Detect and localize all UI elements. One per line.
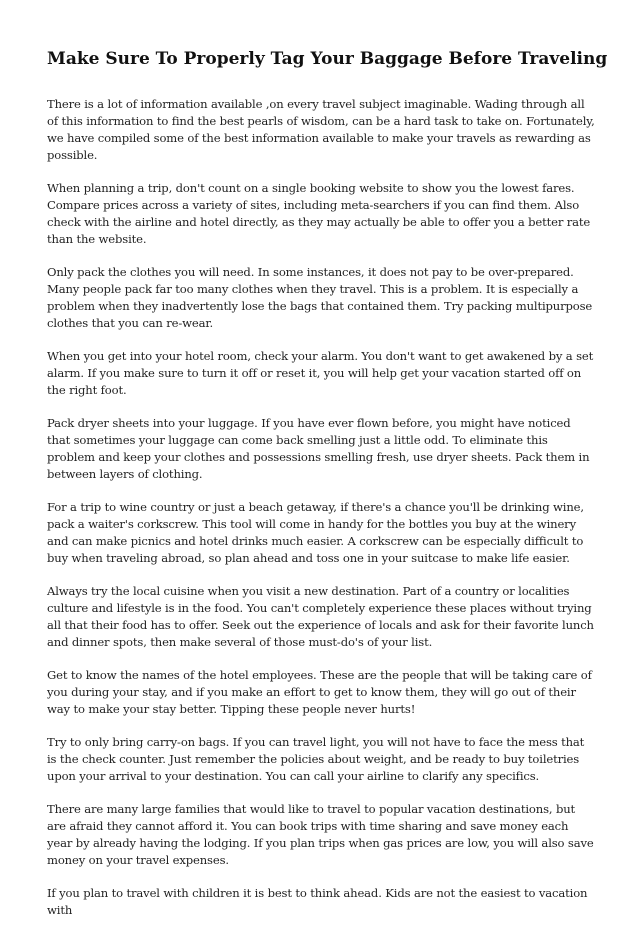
paragraph-carry-on: Try to only bring carry-on bags. If you can travel light, you will not have to face the mess that is the check counter. Just remember the policies about weight, and be ready to buy toiletries upon your arrival to your destination. You can call your airline to clarify any specifics. <box>47 735 585 783</box>
paragraph-alarm: When you get into your hotel room, check your alarm. You don't want to get awakened by a set alarm. If you make sure to turn it off or reset it, you will help get your vacation started off on the right foot. <box>47 349 594 397</box>
document-page <box>47 48 608 935</box>
page-title: Make Sure To Properly Tag Your Baggage Before Traveling <box>47 49 608 69</box>
paragraph-corkscrew: For a trip to wine country or just a beach getaway, if there's a chance you'll be drinking wine, pack a waiter's corkscrew. This tool will come in handy for the bottles you buy at the winery and can make picnics and hotel drinks much easier. A corkscrew can be especially difficult to buy when traveling abroad, so plan ahead and toss one in your suitcase to make life easier. <box>47 500 584 565</box>
paragraph-intro: There is a lot of information available ,on every travel subject imaginable. Wading through all of this information to find the best pearls of wisdom, can be a hard task to take on. Fortunately, we have compiled some of the best information available to make your travels as rewarding as possible. <box>47 97 595 162</box>
paragraph-families: There are many large families that would like to travel to popular vacation destinations, but are afraid they cannot afford it. You can book trips with time sharing and save money each year by already having the lodging. If you plan trips when gas prices are low, you will also save money on your travel expenses. <box>47 802 594 867</box>
paragraph-dryer-sheets: Pack dryer sheets into your luggage. If you have ever flown before, you might have noticed that sometimes your luggage can come back smelling just a little odd. To eliminate this problem and keep your clothes and possessions smelling fresh, use dryer sheets. Pack them in between layers of clothing. <box>47 416 590 481</box>
paragraph-cuisine: Always try the local cuisine when you visit a new destination. Part of a country or localities culture and lifestyle is in the food. You can't completely experience these places without trying all that their food has to offer. Seek out the experience of locals and ask for their favorite lunch and dinner spots, then make several of those must-do's of your list. <box>47 584 594 649</box>
paragraph-booking: When planning a trip, don't count on a single booking website to show you the lowest fares. Compare prices across a variety of sites, including meta-searchers if you can find them. Also check with the airline and hotel directly, as they may actually be able to offer you a better rate than the website. <box>47 181 591 246</box>
paragraph-children: If you plan to travel with children it is best to think ahead. Kids are not the easiest to vacation with <box>47 886 588 917</box>
paragraph-hotel-employees: Get to know the names of the hotel employees. These are the people that will be taking care of you during your stay, and if you make an effort to get to know them, they will go out of their way to make your stay better. Tipping these people never hurts! <box>47 668 592 716</box>
paragraph-packing: Only pack the clothes you will need. In some instances, it does not pay to be over-prepared. Many people pack far too many clothes when they travel. This is a problem. It is especially a problem when they inadvertently lose the bags that contained them. Try packing multipurpose clothes that you can re-wear. <box>47 265 593 330</box>
